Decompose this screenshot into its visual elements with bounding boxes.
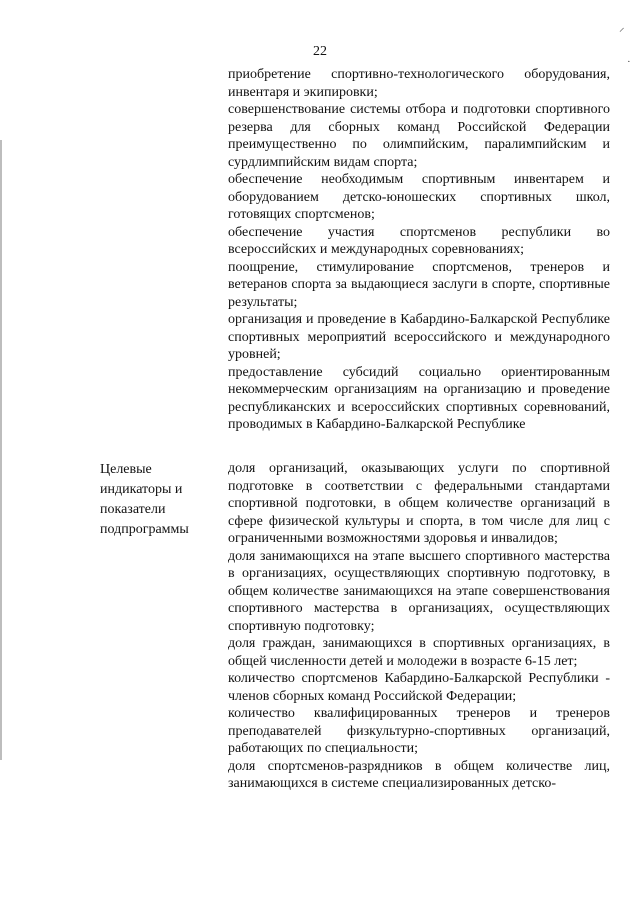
margin-mark: ⸝ <box>619 22 625 34</box>
list-item: приобретение спортивно-технологического оборудования, инвентаря и экипировки; <box>228 67 610 100</box>
list-item: количество квалифицированных тренеров и тренеров преподавателей физкультурно-спортивных организаций, работающих по специальности; <box>228 706 610 756</box>
list-item: совершенствование системы отбора и подготовки спортивного резерва для сборных команд Российской Федерации преимущественно по олимпийским, паралимпийским и сурдлимпийским видам спорта; <box>228 102 610 170</box>
list-item: доля организаций, оказывающих услуги по спортивной подготовке в соответствии с федеральными стандартами спортивной подготовки, в общем количестве организаций в сфере физической культуры и спорта, в том числе для лиц с ограниченными возможностями здоровья и инвалидов; <box>228 461 610 546</box>
list-item: обеспечение необходимым спортивным инвентарем и оборудованием детско-юношеских спортивных школ, готовящих спортсменов; <box>228 172 610 222</box>
margin-mark: · <box>627 56 631 68</box>
scan-left-edge <box>0 140 2 760</box>
list-item: обеспечение участия спортсменов республики во всероссийских и международных соревнованиях; <box>228 224 610 257</box>
list-item: количество спортсменов Кабардино-Балкарской Республики - членов сборных команд Российской Федерации; <box>228 671 610 704</box>
list-item: предоставление субсидий социально ориентированным некоммерческим организациям на организацию и проведение республиканских и всероссийских спортивных соревнований, проводимых в Кабардино-Балкарской Республике <box>228 364 610 432</box>
label-line: Целевые <box>100 462 152 477</box>
indicators-list <box>228 460 610 793</box>
label-line: подпрограммы <box>100 522 189 537</box>
label-line: индикаторы и <box>100 482 183 497</box>
activities-list <box>228 66 610 434</box>
list-item: организация и проведение в Кабардино-Балкарской Республике спортивных мероприятий всероссийского и международного уровней; <box>228 312 610 362</box>
list-item: доля граждан, занимающихся в спортивных организациях, в общей численности детей и молодежи в возрасте 6-15 лет; <box>228 636 610 669</box>
list-item: доля занимающихся на этапе высшего спортивного мастерства в организациях, осуществляющих спортивную подготовку, в общем количестве занимающихся на этапе совершенствования спортивного мастерства в организациях, осуществляющих спортивную подготовку; <box>228 548 610 634</box>
list-item: поощрение, стимулирование спортсменов, тренеров и ветеранов спорта за выдающиеся заслуги в спорте, спортивные результаты; <box>228 259 610 310</box>
label-line: показатели <box>100 502 166 517</box>
list-item: доля спортсменов-разрядников в общем количестве лиц, занимающихся в системе специализированных детско- <box>228 758 610 791</box>
page-number: 22 <box>313 44 327 59</box>
indicators-section-label <box>100 460 210 540</box>
